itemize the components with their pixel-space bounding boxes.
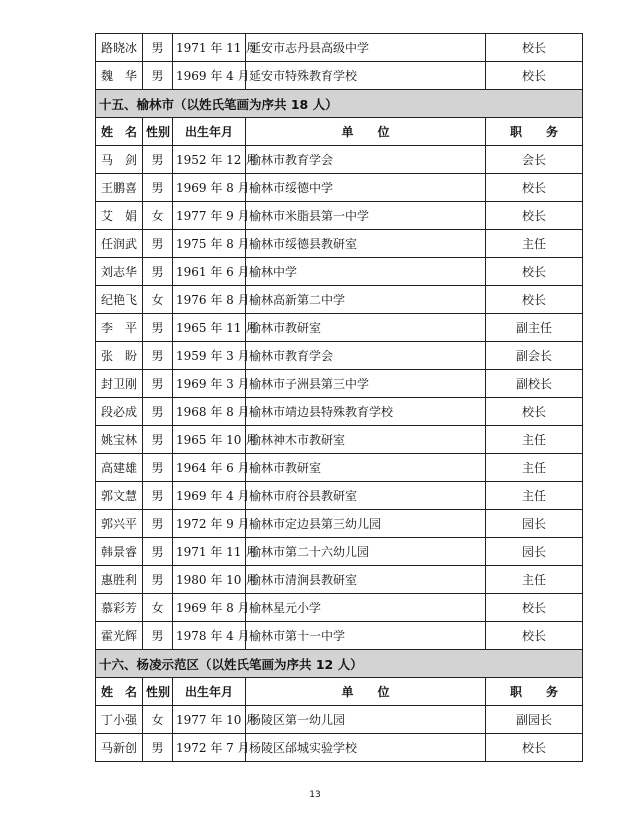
cell-birth: 1969 年 8 月 bbox=[173, 594, 246, 622]
cell-birth: 1972 年 7 月 bbox=[173, 734, 246, 762]
cell-title: 校长 bbox=[486, 202, 583, 230]
cell-name: 惠胜利 bbox=[96, 566, 143, 594]
cell-name: 路晓冰 bbox=[96, 34, 143, 62]
table-row bbox=[96, 230, 583, 258]
cell-name: 慕彩芳 bbox=[96, 594, 143, 622]
cell-title: 校长 bbox=[486, 734, 583, 762]
column-header-row bbox=[96, 678, 583, 706]
section-heading-row bbox=[96, 650, 583, 678]
cell-unit: 榆林市子洲县第三中学 bbox=[246, 370, 486, 398]
section-heading: 十五、榆林市（以姓氏笔画为序共 18 人） bbox=[96, 90, 583, 118]
table-row bbox=[96, 146, 583, 174]
cell-unit: 榆林市靖边县特殊教育学校 bbox=[246, 398, 486, 426]
cell-unit: 榆林市清涧县教研室 bbox=[246, 566, 486, 594]
cell-gender: 男 bbox=[143, 258, 173, 286]
cell-title: 主任 bbox=[486, 482, 583, 510]
table-row bbox=[96, 566, 583, 594]
cell-name: 马新创 bbox=[96, 734, 143, 762]
cell-birth: 1959 年 3 月 bbox=[173, 342, 246, 370]
cell-unit: 榆林市教育学会 bbox=[246, 146, 486, 174]
cell-title: 校长 bbox=[486, 622, 583, 650]
table-row bbox=[96, 202, 583, 230]
cell-name: 艾 娟 bbox=[96, 202, 143, 230]
cell-name: 封卫刚 bbox=[96, 370, 143, 398]
cell-unit: 单 位 bbox=[246, 118, 486, 146]
cell-title: 副主任 bbox=[486, 314, 583, 342]
cell-title: 校长 bbox=[486, 594, 583, 622]
table-row bbox=[96, 622, 583, 650]
cell-name: 高建雄 bbox=[96, 454, 143, 482]
cell-name: 张 盼 bbox=[96, 342, 143, 370]
table-row bbox=[96, 482, 583, 510]
cell-title: 校长 bbox=[486, 286, 583, 314]
table-row bbox=[96, 370, 583, 398]
page-number: 13 bbox=[309, 790, 321, 800]
cell-birth: 1971 年 11 月 bbox=[173, 538, 246, 566]
cell-gender: 男 bbox=[143, 510, 173, 538]
table-row bbox=[96, 342, 583, 370]
cell-unit: 榆林中学 bbox=[246, 258, 486, 286]
cell-name: 姓 名 bbox=[96, 118, 143, 146]
cell-unit: 榆林星元小学 bbox=[246, 594, 486, 622]
table-row bbox=[96, 454, 583, 482]
cell-name: 任润武 bbox=[96, 230, 143, 258]
cell-unit: 榆林市府谷县教研室 bbox=[246, 482, 486, 510]
cell-gender: 男 bbox=[143, 398, 173, 426]
cell-name: 马 剑 bbox=[96, 146, 143, 174]
cell-birth: 1969 年 8 月 bbox=[173, 174, 246, 202]
cell-birth: 1978 年 4 月 bbox=[173, 622, 246, 650]
table-row bbox=[96, 314, 583, 342]
cell-title: 主任 bbox=[486, 454, 583, 482]
cell-name: 姓 名 bbox=[96, 678, 143, 706]
cell-unit: 榆林市第二十六幼儿园 bbox=[246, 538, 486, 566]
cell-title: 职 务 bbox=[486, 118, 583, 146]
cell-title: 主任 bbox=[486, 230, 583, 258]
cell-birth: 1977 年 10 月 bbox=[173, 706, 246, 734]
cell-gender: 男 bbox=[143, 370, 173, 398]
cell-gender: 女 bbox=[143, 706, 173, 734]
cell-title: 会长 bbox=[486, 146, 583, 174]
cell-title: 副园长 bbox=[486, 706, 583, 734]
cell-unit: 榆林市第十一中学 bbox=[246, 622, 486, 650]
cell-name: 段必成 bbox=[96, 398, 143, 426]
cell-unit: 榆林市教育学会 bbox=[246, 342, 486, 370]
personnel-table-body bbox=[96, 34, 583, 762]
cell-name: 郭文慧 bbox=[96, 482, 143, 510]
cell-gender: 男 bbox=[143, 314, 173, 342]
cell-birth: 1965 年 10 月 bbox=[173, 426, 246, 454]
cell-title: 园长 bbox=[486, 510, 583, 538]
table-row bbox=[96, 594, 583, 622]
cell-name: 霍光辉 bbox=[96, 622, 143, 650]
cell-gender: 男 bbox=[143, 566, 173, 594]
cell-birth: 1964 年 6 月 bbox=[173, 454, 246, 482]
cell-unit: 单 位 bbox=[246, 678, 486, 706]
cell-title: 副会长 bbox=[486, 342, 583, 370]
cell-birth: 1952 年 12 月 bbox=[173, 146, 246, 174]
cell-birth: 1965 年 11 月 bbox=[173, 314, 246, 342]
cell-title: 校长 bbox=[486, 34, 583, 62]
cell-birth: 1972 年 9 月 bbox=[173, 510, 246, 538]
cell-title: 主任 bbox=[486, 566, 583, 594]
cell-birth: 1969 年 4 月 bbox=[173, 482, 246, 510]
cell-gender: 女 bbox=[143, 594, 173, 622]
cell-unit: 榆林市教研室 bbox=[246, 454, 486, 482]
cell-birth: 1971 年 11 月 bbox=[173, 34, 246, 62]
cell-gender: 性别 bbox=[143, 678, 173, 706]
cell-unit: 延安市特殊教育学校 bbox=[246, 62, 486, 90]
cell-gender: 男 bbox=[143, 62, 173, 90]
cell-gender: 性别 bbox=[143, 118, 173, 146]
cell-gender: 男 bbox=[143, 482, 173, 510]
cell-unit: 延安市志丹县高级中学 bbox=[246, 34, 486, 62]
cell-birth: 出生年月 bbox=[173, 678, 246, 706]
cell-name: 韩景睿 bbox=[96, 538, 143, 566]
table-row bbox=[96, 258, 583, 286]
cell-name: 纪艳飞 bbox=[96, 286, 143, 314]
cell-title: 校长 bbox=[486, 174, 583, 202]
cell-gender: 女 bbox=[143, 286, 173, 314]
table-row bbox=[96, 398, 583, 426]
table-row bbox=[96, 174, 583, 202]
cell-title: 副校长 bbox=[486, 370, 583, 398]
cell-birth: 1976 年 8 月 bbox=[173, 286, 246, 314]
cell-name: 刘志华 bbox=[96, 258, 143, 286]
section-heading: 十六、杨凌示范区（以姓氏笔画为序共 12 人） bbox=[96, 650, 583, 678]
cell-gender: 男 bbox=[143, 34, 173, 62]
section-heading-row bbox=[96, 90, 583, 118]
cell-gender: 男 bbox=[143, 622, 173, 650]
cell-name: 丁小强 bbox=[96, 706, 143, 734]
cell-unit: 榆林神木市教研室 bbox=[246, 426, 486, 454]
table-row bbox=[96, 734, 583, 762]
cell-unit: 榆林市教研室 bbox=[246, 314, 486, 342]
cell-name: 魏 华 bbox=[96, 62, 143, 90]
cell-unit: 榆林市绥德中学 bbox=[246, 174, 486, 202]
cell-name: 姚宝林 bbox=[96, 426, 143, 454]
cell-title: 校长 bbox=[486, 398, 583, 426]
table-row bbox=[96, 426, 583, 454]
cell-unit: 杨陵区第一幼儿园 bbox=[246, 706, 486, 734]
cell-birth: 1975 年 8 月 bbox=[173, 230, 246, 258]
cell-gender: 男 bbox=[143, 174, 173, 202]
cell-birth: 1961 年 6 月 bbox=[173, 258, 246, 286]
cell-title: 职 务 bbox=[486, 678, 583, 706]
cell-title: 校长 bbox=[486, 258, 583, 286]
cell-birth: 1980 年 10 月 bbox=[173, 566, 246, 594]
cell-gender: 男 bbox=[143, 342, 173, 370]
cell-title: 园长 bbox=[486, 538, 583, 566]
cell-birth: 1969 年 3 月 bbox=[173, 370, 246, 398]
cell-unit: 榆林高新第二中学 bbox=[246, 286, 486, 314]
table-row bbox=[96, 62, 583, 90]
cell-title: 主任 bbox=[486, 426, 583, 454]
cell-birth: 1968 年 8 月 bbox=[173, 398, 246, 426]
cell-gender: 男 bbox=[143, 538, 173, 566]
cell-gender: 男 bbox=[143, 426, 173, 454]
personnel-table bbox=[95, 33, 583, 762]
cell-birth: 1969 年 4 月 bbox=[173, 62, 246, 90]
cell-title: 校长 bbox=[486, 62, 583, 90]
cell-unit: 榆林市定边县第三幼儿园 bbox=[246, 510, 486, 538]
cell-gender: 男 bbox=[143, 146, 173, 174]
table-row bbox=[96, 706, 583, 734]
table-row bbox=[96, 34, 583, 62]
table-row bbox=[96, 510, 583, 538]
cell-unit: 杨陵区邰城实验学校 bbox=[246, 734, 486, 762]
cell-name: 王鹏喜 bbox=[96, 174, 143, 202]
cell-unit: 榆林市米脂县第一中学 bbox=[246, 202, 486, 230]
table-row bbox=[96, 538, 583, 566]
cell-unit: 榆林市绥德县教研室 bbox=[246, 230, 486, 258]
cell-gender: 男 bbox=[143, 454, 173, 482]
cell-gender: 女 bbox=[143, 202, 173, 230]
cell-gender: 男 bbox=[143, 230, 173, 258]
cell-gender: 男 bbox=[143, 734, 173, 762]
column-header-row bbox=[96, 118, 583, 146]
cell-birth: 出生年月 bbox=[173, 118, 246, 146]
cell-name: 李 平 bbox=[96, 314, 143, 342]
cell-name: 郭兴平 bbox=[96, 510, 143, 538]
table-row bbox=[96, 286, 583, 314]
cell-birth: 1977 年 9 月 bbox=[173, 202, 246, 230]
